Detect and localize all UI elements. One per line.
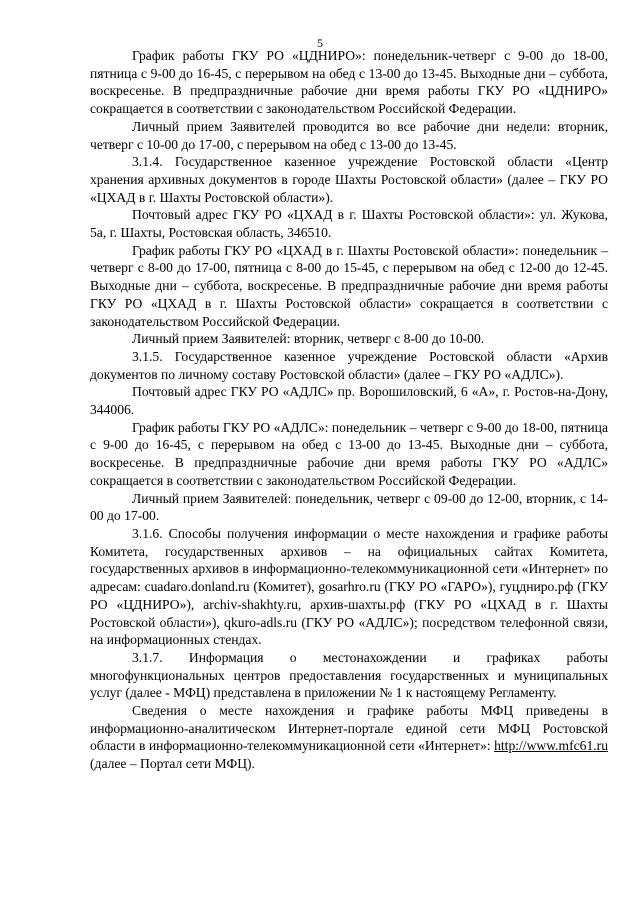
paragraph-cdniro-reception: Личный прием Заявителей проводится во все рабочие дни недели: вторник, четверг с 10-00 до 17-00, с перерывом на обед с 13-00 до 13-45. bbox=[90, 118, 608, 152]
paragraph-cdniro-schedule: График работы ГКУ РО «ЦДНИРО»: понедельник-четверг с 9-00 до 18-00, пятница с 9-00 до 16-45, с перерывом на обед с 13-00 до 13-45. Выходные дни – суббота, воскресенье. В предпраздничные рабочие дни время работы ГКУ РО «ЦДНИРО» сокращается в соответствии с законодательством Российской Федерации. bbox=[90, 48, 608, 117]
paragraph-chad-reception: Личный прием Заявителей: вторник, четверг с 8-00 до 10-00. bbox=[132, 331, 485, 347]
document-body bbox=[90, 47, 608, 773]
paragraph-3-1-4: 3.1.4. Государственное казенное учреждение Ростовской области «Центр хранения архивных документов в городе Шахты Ростовской области» (далее – ГКУ РО «ЦХАД в г. Шахты Ростовской области»). bbox=[90, 154, 608, 205]
mfc-portal-link[interactable]: http://www.mfc61.ru bbox=[494, 738, 608, 754]
paragraph-adls-address: Почтовый адрес ГКУ РО «АДЛС» пр. Ворошиловский, 6 «А», г. Ростов-на-Дону, 344006. bbox=[90, 384, 608, 418]
paragraph-adls-reception: Личный прием Заявителей: понедельник, четверг с 09-00 до 12-00, вторник, с 14-00 до 17-00. bbox=[90, 490, 608, 524]
paragraph-3-1-6: 3.1.6. Способы получения информации о месте нахождения и графике работы Комитета, государственных архивов – на официальных сайтах Комитета, государственных архивов в информационно-телекоммуникационной сети «Интернет» по адресам: cuadaro.donland.ru (Комитет), gosarhro.ru (ГКУ РО «ГАРО»), гуцдниро.рф (ГКУ РО «ЦДНИРО»), archiv-shakhty.ru, архив-шахты.рф (ГКУ РО «ЦХАД в г. Шахты Ростовской области»), qkuro-adls.ru (ГКУ РО «АДЛС»); посредством телефонной связи, на информационных стендах. bbox=[90, 525, 608, 648]
page-number: 5 bbox=[317, 36, 323, 50]
paragraph-mfc-portal bbox=[90, 702, 608, 773]
paragraph-3-1-5: 3.1.5. Государственное казенное учреждение Ростовской области «Архив документов по личному составу Ростовской области» (далее – ГКУ РО «АДЛС»). bbox=[90, 348, 608, 382]
paragraph-chad-schedule: График работы ГКУ РО «ЦХАД в г. Шахты Ростовской области»: понедельник – четверг с 8-00 до 17-00, пятница с 8-00 до 15-45, с перерывом на обед с 12-00 до 12-45. Выходные дни – суббота, воскресенье. В предпраздничные рабочие дни время работы ГКУ РО «ЦХАД в г. Шахты Ростовской области» сокращается в соответствии с законодательством Российской Федерации. bbox=[90, 242, 608, 329]
paragraph-adls-schedule: График работы ГКУ РО «АДЛС»: понедельник – четверг с 9-00 до 18-00, пятница с 9-00 до 16-45, с перерывом на обед с 13-00 до 13-45. Выходные дни – суббота, воскресенье. В предпраздничные рабочие дни время работы ГКУ РО «АДЛС» сокращается в соответствии с законодательством Российской Федерации. bbox=[90, 419, 608, 488]
mfc-text-before: Сведения о месте нахождения и графике работы МФЦ приведены в информационно-аналитическом Интернет-портале единой сети МФЦ Ростовской области в информационно-телекоммуникационной сети «Интернет»: bbox=[90, 703, 608, 754]
paragraph-chad-address: Почтовый адрес ГКУ РО «ЦХАД в г. Шахты Ростовской области»: ул. Жукова, 5а, г. Шахты, Ростовская область, 346510. bbox=[90, 207, 608, 241]
mfc-text-after: (далее – Портал сети МФЦ). bbox=[90, 756, 255, 772]
paragraph-3-1-7: 3.1.7. Информация о местонахождении и графиках работы многофункциональных центров предоставления государственных и муниципальных услуг (далее - МФЦ) представлена в приложении № 1 к настоящему Регламенту. bbox=[90, 649, 608, 701]
